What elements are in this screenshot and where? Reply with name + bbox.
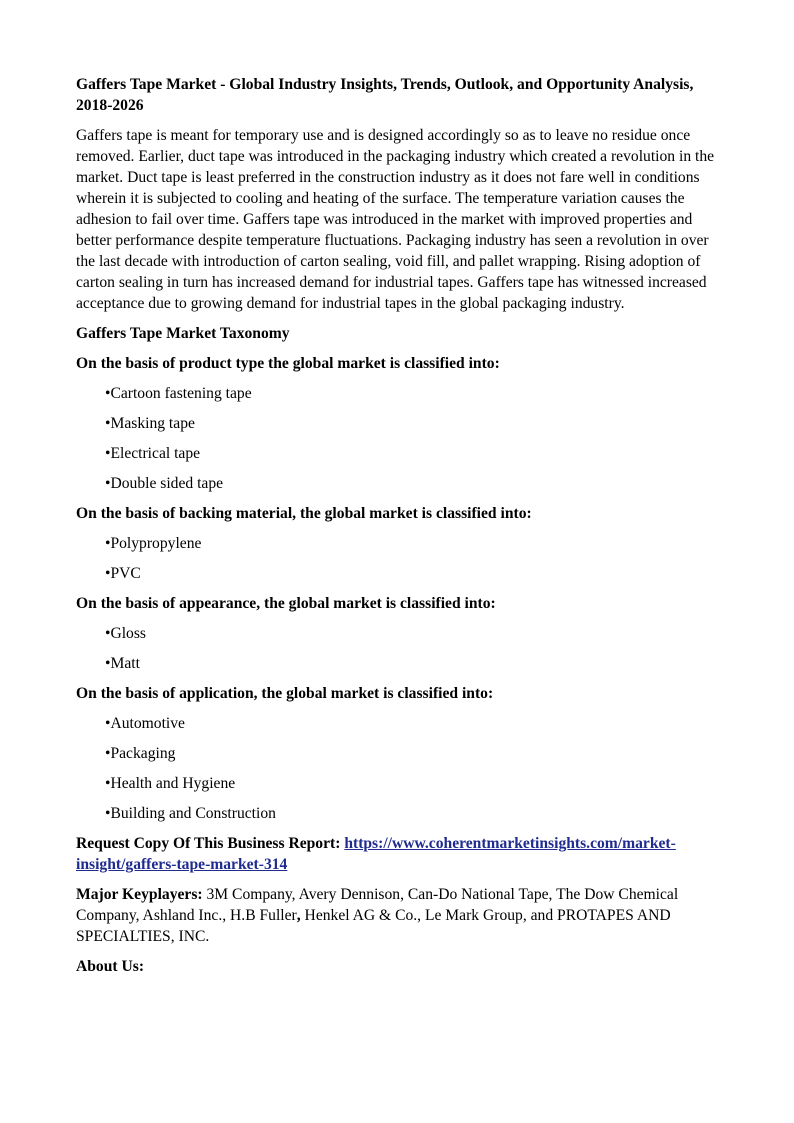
document-page [76, 74, 718, 977]
document-title: Gaffers Tape Market - Global Industry Insights, Trends, Outlook, and Opportunity Analysis, 2018-2026 [76, 76, 694, 114]
appearance-list [76, 623, 718, 674]
list-item: •Packaging [105, 745, 176, 762]
appearance-heading: On the basis of appearance, the global market is classified into: [76, 595, 496, 612]
request-copy-label: Request Copy Of This Business Report: [76, 835, 341, 852]
taxonomy-heading: Gaffers Tape Market Taxonomy [76, 325, 290, 342]
list-item: •Automotive [105, 715, 185, 732]
report-link[interactable]: https://www.coherentmarketinsights.com/market-insight/gaffers-tape-market-314 [76, 835, 676, 873]
list-item: •Masking tape [105, 415, 195, 432]
list-item: •Polypropylene [105, 535, 202, 552]
about-us-heading: About Us: [76, 958, 145, 975]
list-item: •Building and Construction [105, 805, 276, 822]
keyplayers-paragraph [76, 884, 718, 947]
keyplayers-label: Major Keyplayers: [76, 886, 203, 903]
intro-paragraph: Gaffers tape is meant for temporary use and is designed accordingly so as to leave no residue once removed. Earlier, duct tape was introduced in the packaging industry which created a revolution in the market. Duct tape is least preferred in the construction industry as it does not fare well in conditions wherein it is subjected to cooling and heating of the surface. The temperature variation causes the adhesion to fail over time. Gaffers tape was introduced in the market with improved properties and better performance despite temperature fluctuations. Packaging industry has seen a revolution in over the last decade with introduction of carton sealing, void fill, and pallet wrapping. Rising adoption of carton sealing in turn has increased demand for industrial tapes. Gaffers tape has witnessed increased acceptance due to growing demand for industrial tapes in the global packaging industry. [76, 127, 715, 312]
list-item: •Gloss [105, 625, 146, 642]
backing-material-heading: On the basis of backing material, the global market is classified into: [76, 505, 532, 522]
list-item: •Cartoon fastening tape [105, 385, 252, 402]
application-list [76, 713, 718, 824]
keyplayers-comma: , [296, 907, 301, 924]
backing-material-list [76, 533, 718, 584]
list-item: •PVC [105, 565, 141, 582]
list-item: •Matt [105, 655, 140, 672]
keyplayers-text-b: Henkel AG & Co., Le Mark Group, and PROTAPES AND SPECIALTIES, INC. [76, 907, 671, 945]
list-item: •Double sided tape [105, 475, 224, 492]
product-type-list [76, 383, 718, 494]
request-copy-paragraph [76, 833, 718, 875]
list-item: •Electrical tape [105, 445, 201, 462]
product-type-heading: On the basis of product type the global market is classified into: [76, 355, 500, 372]
list-item: •Health and Hygiene [105, 775, 236, 792]
keyplayers-text-a: 3M Company, Avery Dennison, Can-Do National Tape, The Dow Chemical Company, Ashland Inc., H.B Fuller [76, 886, 679, 924]
application-heading: On the basis of application, the global market is classified into: [76, 685, 494, 702]
